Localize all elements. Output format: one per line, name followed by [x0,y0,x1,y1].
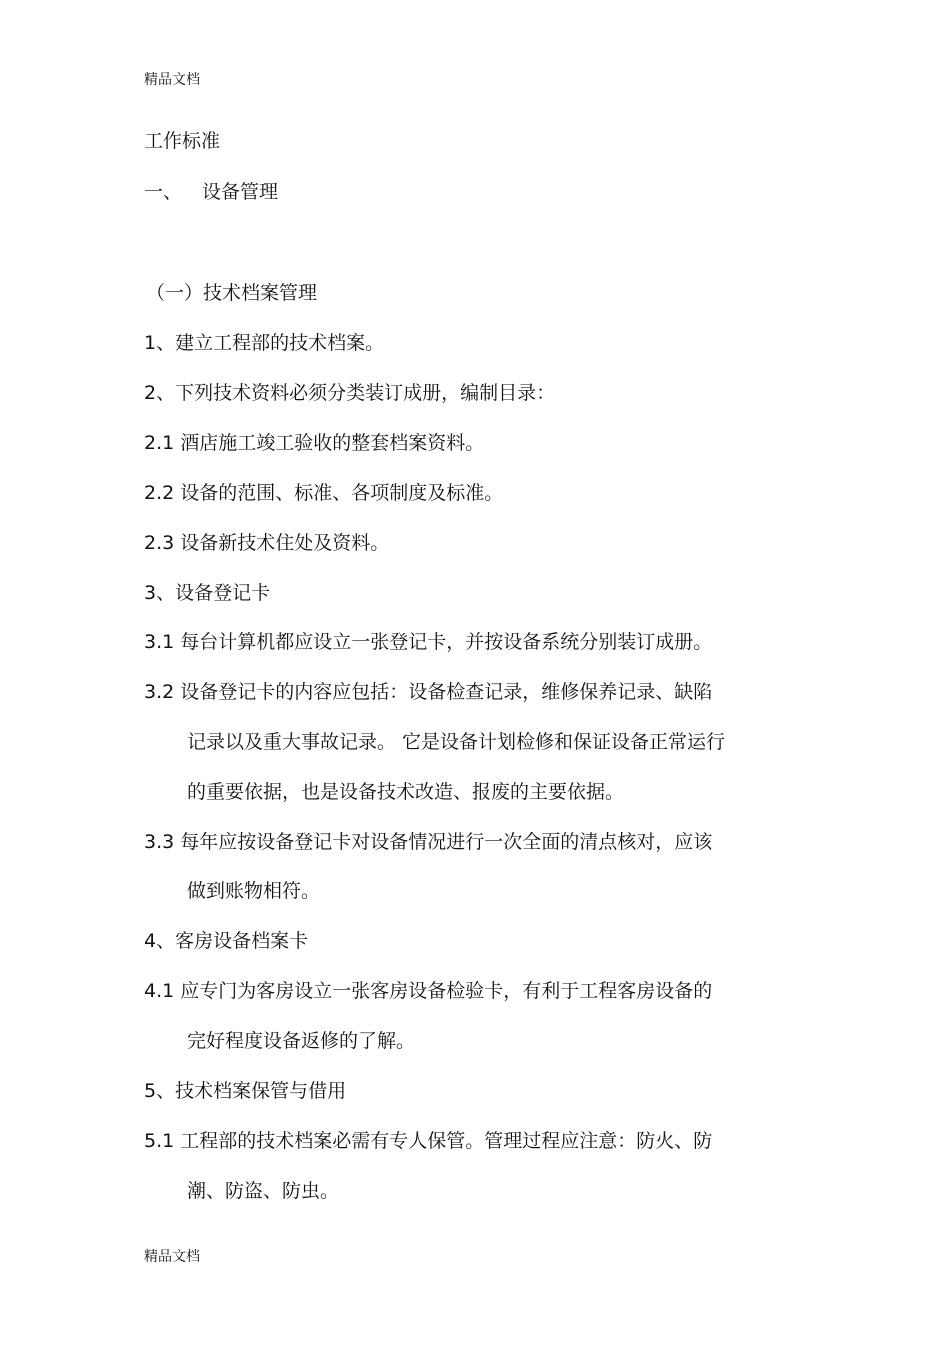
page-header: 精品文档 [144,72,200,88]
item-number: 3.3 [144,831,175,853]
item-number: 2、 [144,382,176,404]
item-text: 设备的范围、标准、各项制度及标准。 [180,482,504,504]
item-number: 2.2 [144,482,175,504]
item-number: 1、 [144,332,176,354]
list-item [144,928,308,954]
item-text: 每台计算机都应设立一张登记卡，并按设备系统分别装订成册。 [180,631,713,653]
item-text: 技术档案保管与借用 [175,1080,347,1102]
list-item [144,629,712,655]
list-item [144,829,712,855]
section-number: 一、 [144,181,183,203]
item-text: 设备登记卡 [175,582,271,604]
item-text: 工程部的技术档案必需有专人保管。管理过程应注意：防火、防 [180,1130,713,1152]
item-number: 2.1 [144,432,175,454]
item-number: 3.2 [144,681,175,703]
item-text: 设备新技术住处及资料。 [180,532,390,554]
list-item-continuation: 做到账物相符。 [187,880,321,902]
item-text: 设备登记卡的内容应包括：设备检查记录，维修保养记录、缺陷 [180,681,713,703]
item-number: 5.1 [144,1130,175,1152]
list-item [144,1128,712,1154]
list-item [144,1078,346,1104]
item-text: 客房设备档案卡 [175,930,309,952]
document-title: 工作标准 [144,130,221,152]
section-heading [144,179,278,205]
item-number: 4.1 [144,980,175,1002]
item-number: 4、 [144,930,176,952]
list-item [144,978,712,1004]
list-item [144,380,555,406]
item-text: 下列技术资料必须分类装订成册，编制目录： [175,382,556,404]
list-item [144,679,712,705]
list-item [144,330,384,356]
item-number: 3.1 [144,631,175,653]
section-label: 设备管理 [202,181,279,203]
item-text: 酒店施工竣工验收的整套档案资料。 [180,432,485,454]
item-text: 每年应按设备登记卡对设备情况进行一次全面的清点核对，应该 [180,831,713,853]
item-text: 建立工程部的技术档案。 [175,332,385,354]
list-item-continuation: 的重要依据，也是设备技术改造、报废的主要依据。 [187,781,625,803]
item-number: 2.3 [144,532,175,554]
page-footer: 精品文档 [144,1249,200,1265]
list-item-continuation: 潮、防盗、防虫。 [187,1180,340,1202]
item-text: 应专门为客房设立一张客房设备检验卡，有利于工程客房设备的 [180,980,713,1002]
item-number: 5、 [144,1080,176,1102]
item-number: 3、 [144,582,176,604]
list-item [144,530,389,556]
subsection-heading: （一）技术档案管理 [146,282,318,304]
list-item-continuation: 记录以及重大事故记录。 它是设备计划检修和保证设备正常运行 [187,731,726,753]
list-item [144,480,503,506]
list-item [144,430,484,456]
list-item-continuation: 完好程度设备返修的了解。 [187,1030,416,1052]
list-item [144,580,270,606]
